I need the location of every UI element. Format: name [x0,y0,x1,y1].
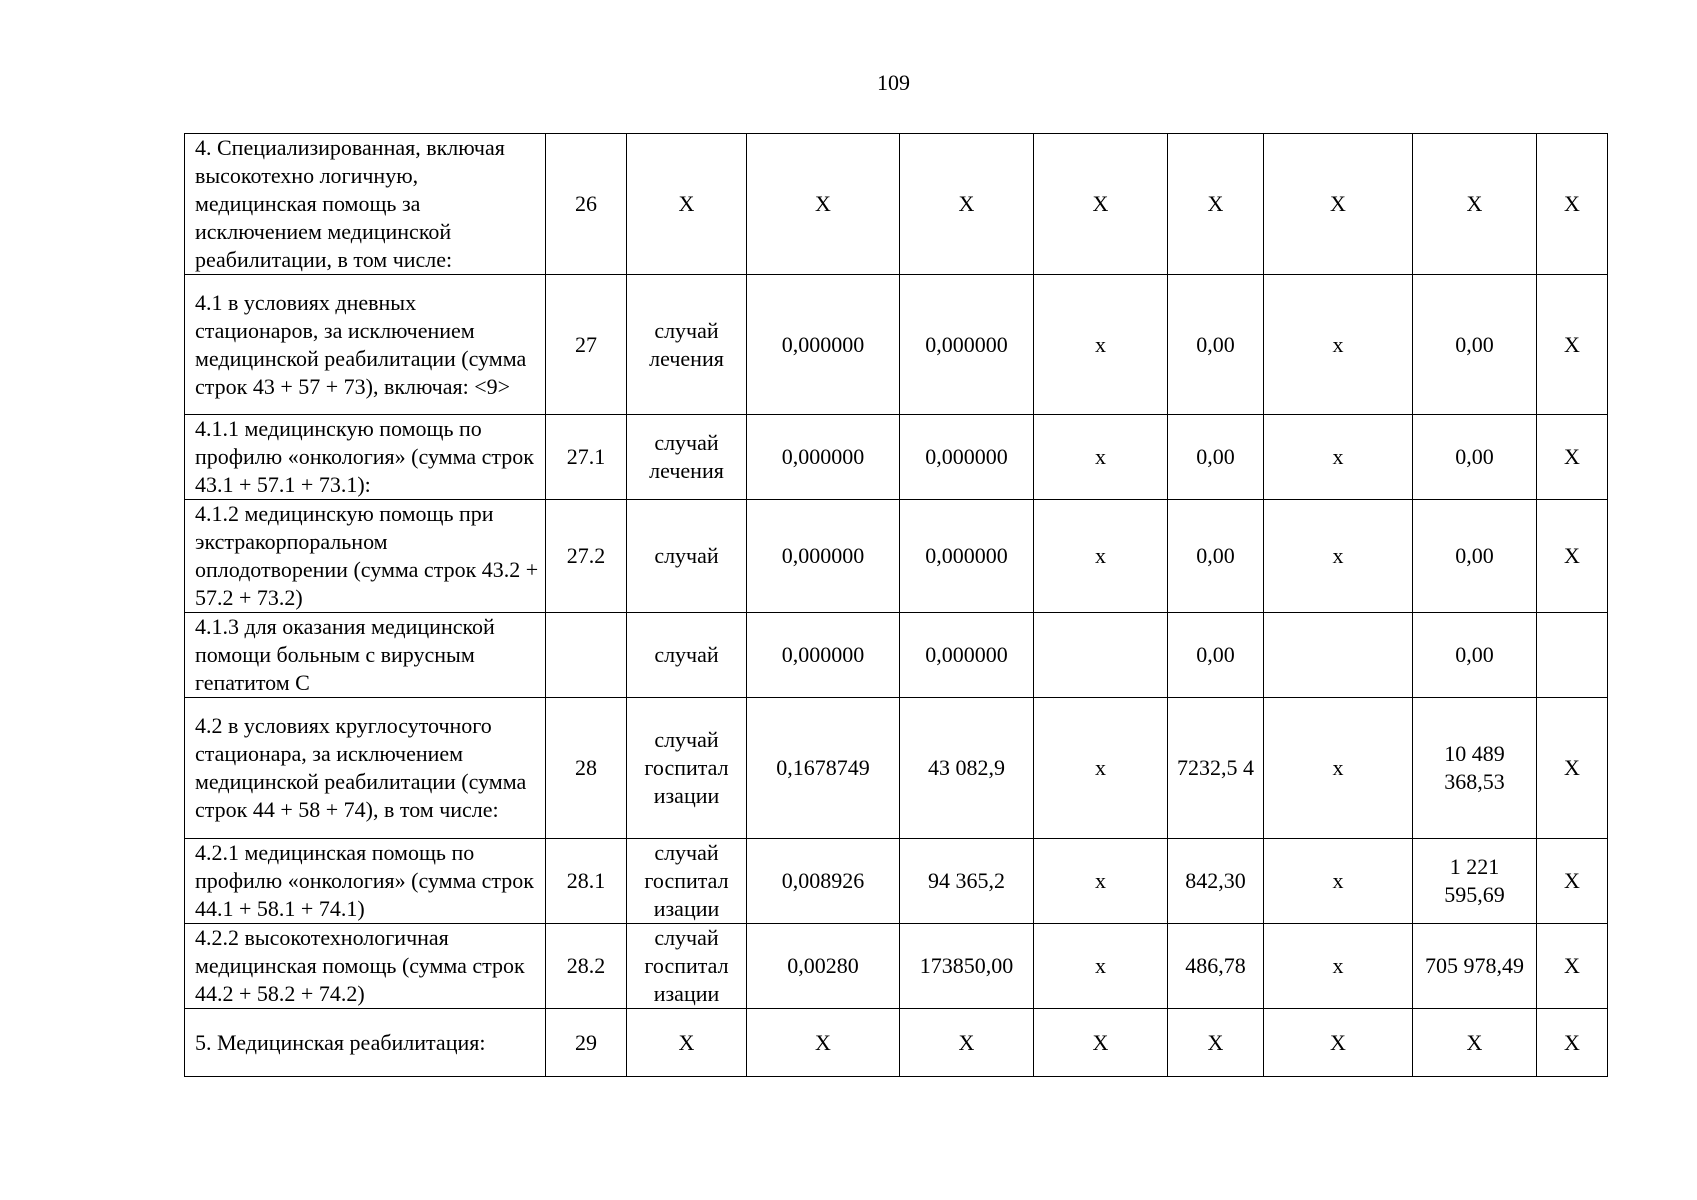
table-cell: х [1034,924,1168,1009]
table-cell: х [1034,839,1168,924]
table-cell: 486,78 [1168,924,1264,1009]
table-row [185,134,1608,275]
table-cell: Х [1168,134,1264,275]
unit-cell: случай лечения [627,415,747,500]
table-cell: 0,1678749 [747,698,900,839]
table-cell: х [1264,415,1413,500]
table-row [185,500,1608,613]
table-cell: 0,000000 [747,275,900,415]
table-cell: Х [1034,1009,1168,1077]
table-cell: Х [1537,924,1608,1009]
table-cell: Х [1034,134,1168,275]
table-cell: 1 221 595,69 [1413,839,1537,924]
table-cell: Х [1413,134,1537,275]
table-row [185,1009,1608,1077]
table-cell: Х [1537,275,1608,415]
table-cell: 0,000000 [900,613,1034,698]
unit-cell: случай госпитал изации [627,839,747,924]
row-name-cell: 4.1.3 для оказания медицинской помощи больным с вирусным гепатитом С [185,613,546,698]
table-cell: 0,00280 [747,924,900,1009]
page-number: 109 [877,70,910,95]
row-code-cell [546,613,627,698]
row-name-cell: 4.2.1 медицинская помощь по профилю «онкология» (сумма строк 44.1 + 58.1 + 74.1) [185,839,546,924]
table-cell [1034,613,1168,698]
table-cell: 7232,5 4 [1168,698,1264,839]
table-cell: х [1264,275,1413,415]
table-cell: 0,00 [1413,275,1537,415]
table-row [185,275,1608,415]
table-cell: х [1264,839,1413,924]
row-code-cell: 27.2 [546,500,627,613]
row-code-cell: 28 [546,698,627,839]
table-cell: 173850,00 [900,924,1034,1009]
table-cell: 0,00 [1413,500,1537,613]
row-name-cell: 4.1.2 медицинскую помощь при экстракорпоральном оплодотворении (сумма строк 43.2 + 57.2 + 73.2) [185,500,546,613]
row-code-cell: 28.2 [546,924,627,1009]
unit-cell: случай госпитал изации [627,698,747,839]
table-cell: Х [747,1009,900,1077]
data-table [184,133,1608,1077]
table-cell: Х [1537,415,1608,500]
row-name-cell: 5. Медицинская реабилитация: [185,1009,546,1077]
table-cell: 0,00 [1168,275,1264,415]
table-cell: 0,000000 [747,415,900,500]
table-cell [1537,613,1608,698]
table-cell: 842,30 [1168,839,1264,924]
table-cell: Х [1537,134,1608,275]
table-cell: 0,000000 [900,415,1034,500]
table-cell: 0,000000 [747,613,900,698]
table-cell: Х [747,134,900,275]
table-cell: Х [1537,500,1608,613]
row-name-cell: 4.1 в условиях дневных стационаров, за исключением медицинской реабилитации (сумма строк 43 + 57 + 73), включая: <9> [185,275,546,415]
row-code-cell: 28.1 [546,839,627,924]
row-name-cell: 4. Специализированная, включая высокотехно логичную, медицинская помощь за исключением медицинской реабилитации, в том числе: [185,134,546,275]
row-code-cell: 27.1 [546,415,627,500]
row-code-cell: 27 [546,275,627,415]
table-cell: Х [1537,698,1608,839]
unit-cell: Х [627,1009,747,1077]
table-row [185,924,1608,1009]
table-cell: 0,00 [1413,415,1537,500]
table-cell: 0,000000 [900,275,1034,415]
table-cell: х [1034,698,1168,839]
table-cell: Х [1264,1009,1413,1077]
row-name-cell: 4.2.2 высокотехнологичная медицинская помощь (сумма строк 44.2 + 58.2 + 74.2) [185,924,546,1009]
table-cell [1264,613,1413,698]
row-code-cell: 29 [546,1009,627,1077]
row-code-cell: 26 [546,134,627,275]
unit-cell: Х [627,134,747,275]
table-cell: Х [1413,1009,1537,1077]
unit-cell: случай госпитал изации [627,924,747,1009]
table-row [185,698,1608,839]
table-cell: Х [900,134,1034,275]
table-cell: 0,000000 [900,500,1034,613]
row-name-cell: 4.2 в условиях круглосуточного стационара, за исключением медицинской реабилитации (сумма строк 44 + 58 + 74), в том числе: [185,698,546,839]
table-cell: 0,00 [1413,613,1537,698]
table-cell: 705 978,49 [1413,924,1537,1009]
unit-cell: случай [627,613,747,698]
table-cell: х [1264,500,1413,613]
table-cell: 94 365,2 [900,839,1034,924]
table-cell: 0,008926 [747,839,900,924]
table-cell: 0,000000 [747,500,900,613]
unit-cell: случай [627,500,747,613]
table-row [185,415,1608,500]
unit-cell: случай лечения [627,275,747,415]
table-cell: 0,00 [1168,613,1264,698]
table-cell: Х [1537,1009,1608,1077]
table-cell: 0,00 [1168,415,1264,500]
table-cell: х [1034,500,1168,613]
table-cell: х [1264,924,1413,1009]
table-cell: Х [900,1009,1034,1077]
table-cell: 10 489 368,53 [1413,698,1537,839]
table-cell: х [1034,275,1168,415]
table-cell: х [1034,415,1168,500]
row-name-cell: 4.1.1 медицинскую помощь по профилю «онкология» (сумма строк 43.1 + 57.1 + 73.1): [185,415,546,500]
table-row [185,613,1608,698]
table-cell: Х [1264,134,1413,275]
table-cell: 0,00 [1168,500,1264,613]
table-cell: Х [1168,1009,1264,1077]
table-cell: 43 082,9 [900,698,1034,839]
table-cell: х [1264,698,1413,839]
table-cell: Х [1537,839,1608,924]
table-row [185,839,1608,924]
